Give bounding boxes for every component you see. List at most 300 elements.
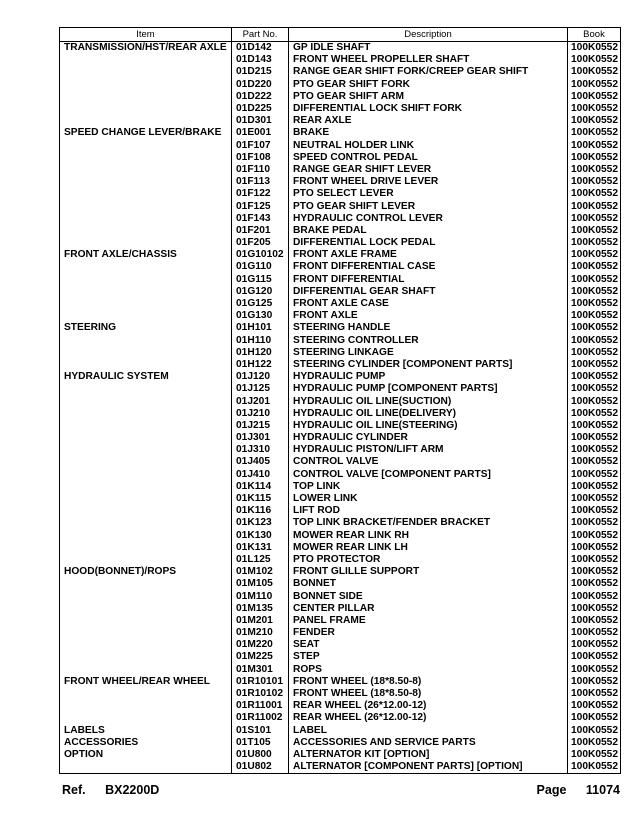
table-row (60, 261, 621, 273)
table-row (60, 115, 621, 127)
cell-item (60, 578, 232, 590)
reference-model: BX2200D (105, 783, 160, 797)
table-row (60, 554, 621, 566)
cell-description: HYDRAULIC OIL LINE(SUCTION) (289, 395, 568, 407)
cell-description: FRONT WHEEL (18*8.50-8) (289, 676, 568, 688)
table-row (60, 322, 621, 334)
cell-part-no: 01H110 (232, 335, 289, 347)
table-row (60, 225, 621, 237)
header-book: Book (568, 28, 621, 42)
cell-item (60, 383, 232, 395)
cell-item: STEERING (60, 322, 232, 334)
cell-description: BONNET SIDE (289, 590, 568, 602)
table-body (60, 42, 621, 774)
table-row (60, 91, 621, 103)
table-row (60, 578, 621, 590)
cell-description: CONTROL VALVE [COMPONENT PARTS] (289, 469, 568, 481)
cell-description: PTO PROTECTOR (289, 554, 568, 566)
cell-part-no: 01T105 (232, 737, 289, 749)
cell-part-no: 01F122 (232, 188, 289, 200)
cell-description: RANGE GEAR SHIFT FORK/CREEP GEAR SHIFT (289, 66, 568, 78)
cell-item: OPTION (60, 749, 232, 761)
cell-book: 100K0552 (568, 200, 621, 212)
cell-description: ACCESSORIES AND SERVICE PARTS (289, 737, 568, 749)
table-row (60, 469, 621, 481)
table-row (60, 310, 621, 322)
table-row (60, 566, 621, 578)
cell-item (60, 164, 232, 176)
cell-book: 100K0552 (568, 505, 621, 517)
cell-part-no: 01D220 (232, 79, 289, 91)
cell-item (60, 310, 232, 322)
cell-item (60, 152, 232, 164)
cell-book: 100K0552 (568, 286, 621, 298)
cell-book: 100K0552 (568, 274, 621, 286)
cell-book: 100K0552 (568, 530, 621, 542)
cell-part-no: 01G130 (232, 310, 289, 322)
cell-item (60, 432, 232, 444)
cell-item (60, 603, 232, 615)
cell-part-no: 01M102 (232, 566, 289, 578)
cell-book: 100K0552 (568, 383, 621, 395)
cell-item (60, 761, 232, 774)
cell-part-no: 01L125 (232, 554, 289, 566)
table-row (60, 176, 621, 188)
cell-description: HYDRAULIC CYLINDER (289, 432, 568, 444)
cell-book: 100K0552 (568, 408, 621, 420)
cell-part-no: 01H122 (232, 359, 289, 371)
cell-book: 100K0552 (568, 761, 621, 774)
cell-book: 100K0552 (568, 603, 621, 615)
cell-book: 100K0552 (568, 371, 621, 383)
cell-book: 100K0552 (568, 176, 621, 188)
cell-description: PTO GEAR SHIFT FORK (289, 79, 568, 91)
cell-part-no: 01R10102 (232, 688, 289, 700)
cell-description: FRONT WHEEL DRIVE LEVER (289, 176, 568, 188)
cell-description: BRAKE (289, 127, 568, 139)
cell-part-no: 01F125 (232, 200, 289, 212)
cell-item (60, 359, 232, 371)
cell-part-no: 01F107 (232, 140, 289, 152)
cell-book: 100K0552 (568, 639, 621, 651)
table-row (60, 530, 621, 542)
cell-book: 100K0552 (568, 359, 621, 371)
cell-book: 100K0552 (568, 79, 621, 91)
table-row (60, 590, 621, 602)
cell-part-no: 01M225 (232, 651, 289, 663)
cell-book: 100K0552 (568, 578, 621, 590)
cell-description: DIFFERENTIAL LOCK PEDAL (289, 237, 568, 249)
cell-part-no: 01D222 (232, 91, 289, 103)
cell-description: PTO GEAR SHIFT LEVER (289, 200, 568, 212)
cell-description: FRONT DIFFERENTIAL (289, 274, 568, 286)
cell-part-no: 01K130 (232, 530, 289, 542)
cell-book: 100K0552 (568, 712, 621, 724)
cell-part-no: 01J310 (232, 444, 289, 456)
cell-book: 100K0552 (568, 432, 621, 444)
cell-book: 100K0552 (568, 566, 621, 578)
table-row (60, 298, 621, 310)
table-row (60, 79, 621, 91)
cell-description: STEERING LINKAGE (289, 347, 568, 359)
cell-book: 100K0552 (568, 103, 621, 115)
cell-part-no: 01S101 (232, 725, 289, 737)
reference-label: Ref. (62, 783, 86, 797)
table-row (60, 66, 621, 78)
cell-book: 100K0552 (568, 542, 621, 554)
table-row (60, 615, 621, 627)
table-row (60, 164, 621, 176)
cell-part-no: 01J410 (232, 469, 289, 481)
cell-part-no: 01F143 (232, 213, 289, 225)
page-number (537, 783, 620, 797)
table-row (60, 408, 621, 420)
cell-description: HYDRAULIC OIL LINE(DELIVERY) (289, 408, 568, 420)
cell-item: LABELS (60, 725, 232, 737)
cell-part-no: 01J210 (232, 408, 289, 420)
cell-book: 100K0552 (568, 481, 621, 493)
cell-part-no: 01F113 (232, 176, 289, 188)
cell-item (60, 79, 232, 91)
cell-part-no: 01U800 (232, 749, 289, 761)
cell-description: HYDRAULIC PISTON/LIFT ARM (289, 444, 568, 456)
cell-item (60, 456, 232, 468)
cell-item: FRONT WHEEL/REAR WHEEL (60, 676, 232, 688)
cell-item (60, 517, 232, 529)
cell-book: 100K0552 (568, 627, 621, 639)
cell-description: BRAKE PEDAL (289, 225, 568, 237)
table-row (60, 335, 621, 347)
cell-item (60, 590, 232, 602)
cell-item (60, 103, 232, 115)
cell-book: 100K0552 (568, 737, 621, 749)
cell-part-no: 01J201 (232, 395, 289, 407)
cell-description: FRONT AXLE (289, 310, 568, 322)
cell-part-no: 01J125 (232, 383, 289, 395)
cell-book: 100K0552 (568, 335, 621, 347)
cell-description: TOP LINK BRACKET/FENDER BRACKET (289, 517, 568, 529)
cell-book: 100K0552 (568, 188, 621, 200)
cell-description: PTO SELECT LEVER (289, 188, 568, 200)
cell-book: 100K0552 (568, 517, 621, 529)
reference (62, 783, 159, 797)
cell-description: ALTERNATOR KIT [OPTION] (289, 749, 568, 761)
cell-part-no: 01F205 (232, 237, 289, 249)
cell-item (60, 481, 232, 493)
cell-book: 100K0552 (568, 152, 621, 164)
cell-item (60, 542, 232, 554)
cell-book: 100K0552 (568, 749, 621, 761)
cell-item (60, 505, 232, 517)
cell-description: STEERING CONTROLLER (289, 335, 568, 347)
cell-item (60, 335, 232, 347)
table-row (60, 542, 621, 554)
table-row (60, 676, 621, 688)
cell-item (60, 700, 232, 712)
table-row (60, 725, 621, 737)
cell-description: REAR WHEEL (26*12.00-12) (289, 712, 568, 724)
cell-part-no: 01K123 (232, 517, 289, 529)
table-row (60, 432, 621, 444)
cell-item (60, 664, 232, 676)
cell-item (60, 237, 232, 249)
cell-part-no: 01J120 (232, 371, 289, 383)
table-row (60, 761, 621, 774)
cell-part-no: 01G115 (232, 274, 289, 286)
table-row (60, 700, 621, 712)
table-row (60, 371, 621, 383)
cell-book: 100K0552 (568, 444, 621, 456)
table-row (60, 237, 621, 249)
cell-description: PTO GEAR SHIFT ARM (289, 91, 568, 103)
cell-item (60, 615, 232, 627)
table-row (60, 639, 621, 651)
page-value: 11074 (585, 783, 620, 797)
cell-part-no: 01G120 (232, 286, 289, 298)
cell-part-no: 01D142 (232, 42, 289, 55)
cell-part-no: 01G10102 (232, 249, 289, 261)
cell-part-no: 01D225 (232, 103, 289, 115)
table-row (60, 274, 621, 286)
cell-description: CENTER PILLAR (289, 603, 568, 615)
cell-item (60, 712, 232, 724)
cell-description: LOWER LINK (289, 493, 568, 505)
cell-item (60, 444, 232, 456)
parts-index-table (59, 27, 621, 774)
cell-description: ROPS (289, 664, 568, 676)
cell-item (60, 298, 232, 310)
cell-book: 100K0552 (568, 54, 621, 66)
table-row (60, 395, 621, 407)
cell-description: DIFFERENTIAL LOCK SHIFT FORK (289, 103, 568, 115)
cell-item (60, 688, 232, 700)
cell-item (60, 408, 232, 420)
cell-part-no: 01M301 (232, 664, 289, 676)
cell-part-no: 01D301 (232, 115, 289, 127)
cell-description: CONTROL VALVE (289, 456, 568, 468)
cell-description: ALTERNATOR [COMPONENT PARTS] [OPTION] (289, 761, 568, 774)
cell-item: FRONT AXLE/CHASSIS (60, 249, 232, 261)
table-row (60, 688, 621, 700)
cell-part-no: 01K114 (232, 481, 289, 493)
cell-description: BONNET (289, 578, 568, 590)
table-row (60, 152, 621, 164)
cell-item (60, 213, 232, 225)
cell-book: 100K0552 (568, 322, 621, 334)
cell-description: HYDRAULIC CONTROL LEVER (289, 213, 568, 225)
cell-book: 100K0552 (568, 127, 621, 139)
cell-item (60, 469, 232, 481)
cell-book: 100K0552 (568, 590, 621, 602)
table-row (60, 140, 621, 152)
table-row (60, 456, 621, 468)
cell-book: 100K0552 (568, 700, 621, 712)
cell-description: TOP LINK (289, 481, 568, 493)
cell-book: 100K0552 (568, 395, 621, 407)
cell-book: 100K0552 (568, 140, 621, 152)
cell-part-no: 01M135 (232, 603, 289, 615)
header-item: Item (60, 28, 232, 42)
cell-book: 100K0552 (568, 310, 621, 322)
cell-description: DIFFERENTIAL GEAR SHAFT (289, 286, 568, 298)
table-row (60, 103, 621, 115)
cell-description: FRONT AXLE CASE (289, 298, 568, 310)
cell-book: 100K0552 (568, 66, 621, 78)
cell-part-no: 01U802 (232, 761, 289, 774)
table-row (60, 249, 621, 261)
cell-description: STEP (289, 651, 568, 663)
cell-book: 100K0552 (568, 298, 621, 310)
table-row (60, 737, 621, 749)
cell-item (60, 530, 232, 542)
cell-description: HYDRAULIC PUMP [COMPONENT PARTS] (289, 383, 568, 395)
header-part-no: Part No. (232, 28, 289, 42)
cell-book: 100K0552 (568, 213, 621, 225)
page-label: Page (536, 783, 567, 797)
cell-part-no: 01R10101 (232, 676, 289, 688)
table-row (60, 444, 621, 456)
cell-book: 100K0552 (568, 42, 621, 55)
table-row (60, 383, 621, 395)
cell-book: 100K0552 (568, 347, 621, 359)
cell-description: FRONT WHEEL (18*8.50-8) (289, 688, 568, 700)
cell-book: 100K0552 (568, 688, 621, 700)
cell-item (60, 54, 232, 66)
cell-book: 100K0552 (568, 261, 621, 273)
table-header-row (60, 28, 621, 42)
cell-book: 100K0552 (568, 493, 621, 505)
cell-part-no: 01F108 (232, 152, 289, 164)
cell-item: SPEED CHANGE LEVER/BRAKE (60, 127, 232, 139)
cell-description: FRONT DIFFERENTIAL CASE (289, 261, 568, 273)
cell-description: RANGE GEAR SHIFT LEVER (289, 164, 568, 176)
cell-description: MOWER REAR LINK LH (289, 542, 568, 554)
cell-item: HYDRAULIC SYSTEM (60, 371, 232, 383)
cell-part-no: 01K131 (232, 542, 289, 554)
cell-item (60, 395, 232, 407)
page-footer (62, 783, 620, 803)
cell-description: GP IDLE SHAFT (289, 42, 568, 55)
cell-item (60, 188, 232, 200)
cell-item (60, 176, 232, 188)
cell-description: HYDRAULIC PUMP (289, 371, 568, 383)
cell-part-no: 01M110 (232, 590, 289, 602)
table-row (60, 347, 621, 359)
header-description: Description (289, 28, 568, 42)
cell-description: FRONT AXLE FRAME (289, 249, 568, 261)
cell-item (60, 225, 232, 237)
cell-description: NEUTRAL HOLDER LINK (289, 140, 568, 152)
cell-book: 100K0552 (568, 91, 621, 103)
cell-part-no: 01K115 (232, 493, 289, 505)
cell-part-no: 01M210 (232, 627, 289, 639)
cell-item (60, 286, 232, 298)
table-row (60, 420, 621, 432)
cell-part-no: 01E001 (232, 127, 289, 139)
table-row (60, 481, 621, 493)
table-row (60, 54, 621, 66)
cell-item: HOOD(BONNET)/ROPS (60, 566, 232, 578)
cell-description: FRONT GLILLE SUPPORT (289, 566, 568, 578)
cell-book: 100K0552 (568, 249, 621, 261)
cell-item (60, 651, 232, 663)
parts-index-sheet (59, 27, 620, 774)
cell-item (60, 140, 232, 152)
table-row (60, 213, 621, 225)
cell-book: 100K0552 (568, 420, 621, 432)
cell-part-no: 01M105 (232, 578, 289, 590)
cell-part-no: 01J405 (232, 456, 289, 468)
cell-item (60, 554, 232, 566)
cell-book: 100K0552 (568, 225, 621, 237)
cell-item (60, 493, 232, 505)
cell-description: PANEL FRAME (289, 615, 568, 627)
cell-item (60, 347, 232, 359)
cell-part-no: 01D143 (232, 54, 289, 66)
cell-item (60, 200, 232, 212)
cell-part-no: 01R11002 (232, 712, 289, 724)
table-row (60, 712, 621, 724)
cell-book: 100K0552 (568, 676, 621, 688)
cell-book: 100K0552 (568, 725, 621, 737)
table-row (60, 517, 621, 529)
cell-book: 100K0552 (568, 615, 621, 627)
table-row (60, 188, 621, 200)
table-row (60, 493, 621, 505)
cell-part-no: 01F201 (232, 225, 289, 237)
cell-description: FRONT WHEEL PROPELLER SHAFT (289, 54, 568, 66)
cell-item (60, 261, 232, 273)
cell-description: STEERING CYLINDER [COMPONENT PARTS] (289, 359, 568, 371)
cell-item (60, 627, 232, 639)
cell-part-no: 01G110 (232, 261, 289, 273)
cell-book: 100K0552 (568, 554, 621, 566)
cell-book: 100K0552 (568, 115, 621, 127)
table-row (60, 42, 621, 55)
cell-book: 100K0552 (568, 664, 621, 676)
cell-part-no: 01F110 (232, 164, 289, 176)
cell-book: 100K0552 (568, 651, 621, 663)
table-row (60, 505, 621, 517)
cell-book: 100K0552 (568, 237, 621, 249)
table-row (60, 664, 621, 676)
cell-description: MOWER REAR LINK RH (289, 530, 568, 542)
cell-item (60, 420, 232, 432)
cell-description: REAR WHEEL (26*12.00-12) (289, 700, 568, 712)
cell-item (60, 639, 232, 651)
cell-description: LIFT ROD (289, 505, 568, 517)
cell-description: SEAT (289, 639, 568, 651)
cell-description: STEERING HANDLE (289, 322, 568, 334)
cell-book: 100K0552 (568, 469, 621, 481)
cell-item (60, 274, 232, 286)
cell-part-no: 01G125 (232, 298, 289, 310)
cell-part-no: 01R11001 (232, 700, 289, 712)
cell-item (60, 115, 232, 127)
cell-description: SPEED CONTROL PEDAL (289, 152, 568, 164)
cell-part-no: 01H120 (232, 347, 289, 359)
cell-item: ACCESSORIES (60, 737, 232, 749)
table-row (60, 359, 621, 371)
table-row (60, 200, 621, 212)
table-row (60, 127, 621, 139)
cell-description: REAR AXLE (289, 115, 568, 127)
cell-part-no: 01M220 (232, 639, 289, 651)
table-row (60, 749, 621, 761)
cell-description: HYDRAULIC OIL LINE(STEERING) (289, 420, 568, 432)
table-row (60, 286, 621, 298)
table-row (60, 651, 621, 663)
